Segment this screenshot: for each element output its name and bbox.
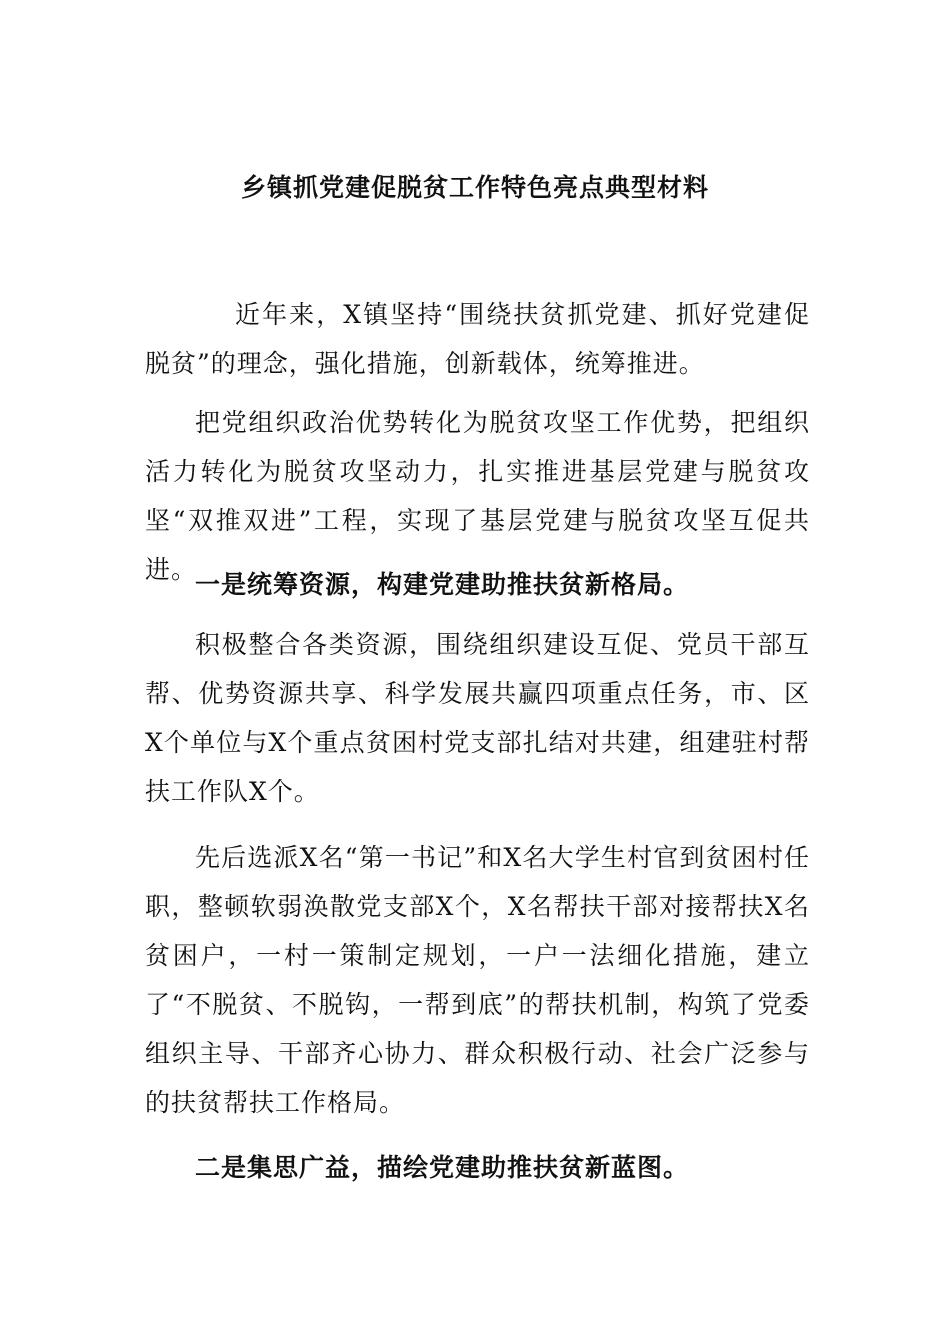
body-paragraph: 积极整合各类资源，围绕组织建设互促、党员干部互帮、优势资源共享、科学发展共赢四项重点任务，市、区X个单位与X个重点贫困村党支部扎结对共建，组建驻村帮扶工作队X个。 (145, 630, 810, 806)
section-heading-1: 一是统筹资源，构建党建助推扶贫新格局。 (195, 570, 690, 599)
body-paragraph: 先后选派X名“第一书记”和X名大学生村官到贫困村任职，整顿软弱涣散党支部X个，X名帮扶干部对接帮扶X名贫困户，一村一策制定规划，一户一法细化措施，建立了“不脱贫、不脱钩，一帮到底”的帮扶机制，构筑了党委组织主导、干部齐心协力、群众积极行动、社会广泛参与的扶贫帮扶工作格局。 (145, 843, 810, 1117)
document-title: 乡镇抓党建促脱贫工作特色亮点典型材料 (240, 173, 709, 202)
body-paragraph: 把党组织政治优势转化为脱贫攻坚工作优势，把组织活力转化为脱贫攻坚动力，扎实推进基层党建与脱贫攻坚“双推双进”工程，实现了基层党建与脱贫攻坚互促共进。 (145, 408, 810, 584)
section-heading-2: 二是集思广益，描绘党建助推扶贫新蓝图。 (195, 1153, 690, 1182)
intro-paragraph: 近年来，X镇坚持“围绕扶贫抓党建、抓好党建促脱贫”的理念，强化措施，创新载体，统筹推进。 (145, 300, 810, 378)
